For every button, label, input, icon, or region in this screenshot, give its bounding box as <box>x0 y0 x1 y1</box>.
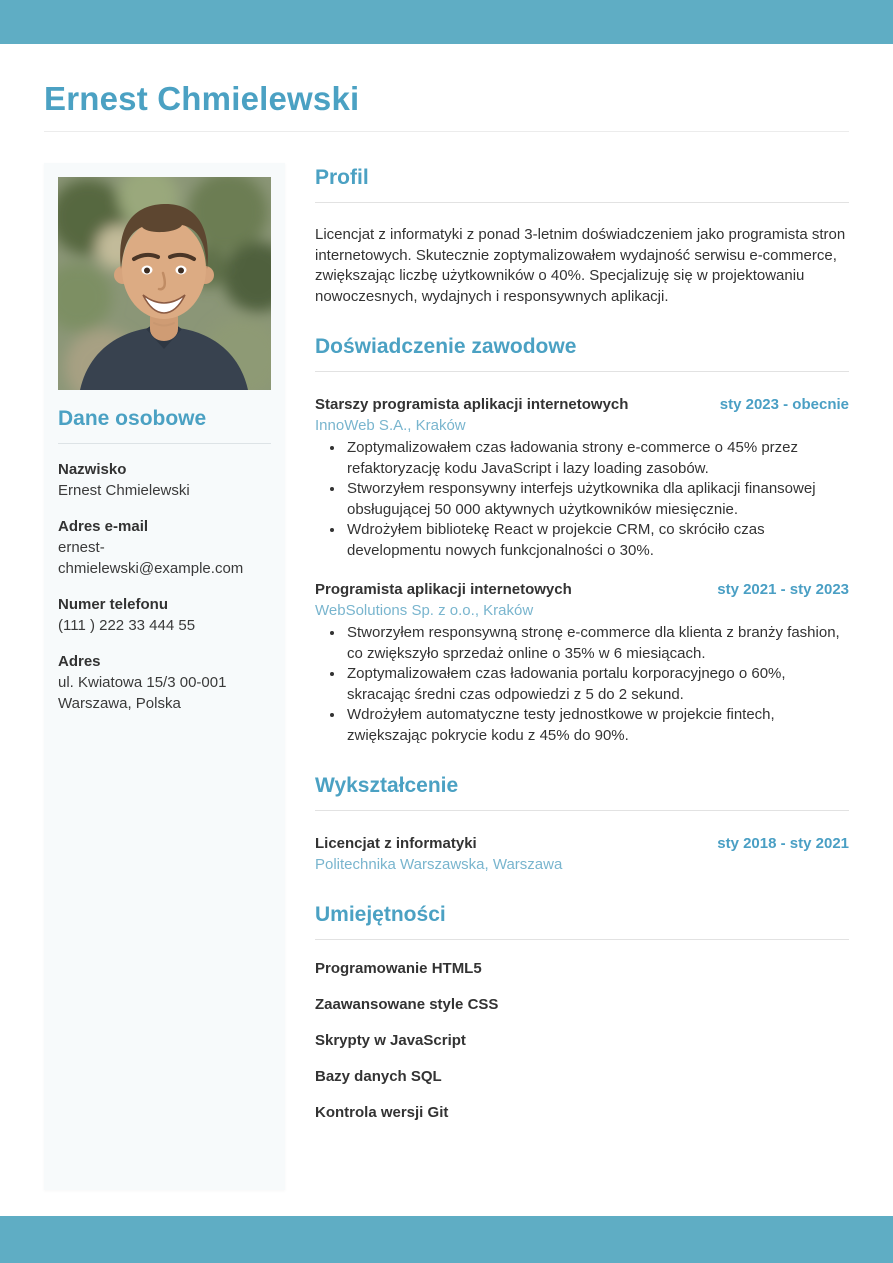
field-email <box>58 516 271 579</box>
job-header <box>315 394 849 415</box>
job-dates: sty 2023 - obecnie <box>719 396 849 413</box>
job-bullet-list <box>315 623 849 746</box>
job-role: Starszy programista aplikacji internetowych <box>315 396 629 413</box>
title-divider <box>44 131 849 132</box>
skill-item: Zaawansowane style CSS <box>315 996 499 1013</box>
section-divider <box>315 939 849 940</box>
field-value: (111 ) 222 33 444 55 <box>58 617 196 634</box>
page-title: Ernest Chmielewski <box>44 80 360 117</box>
top-accent-bar <box>0 0 893 44</box>
sidebar-section-title: Dane osobowe <box>58 407 207 430</box>
education-school: Politechnika Warszawska, Warszawa <box>315 856 563 873</box>
job-bullet: • Stworzyłem responsywną stronę e-commerce dla klienta z branży fashion, co zwiększyło sprzedaż online o 35% w 6 miesiącach. <box>345 623 849 664</box>
section-title-education: Wykształcenie <box>315 774 459 797</box>
job-entry <box>315 394 849 561</box>
section-title-skills: Umiejętności <box>315 903 446 926</box>
skills-list <box>315 961 849 1120</box>
field-label: Adres e-mail <box>58 518 149 535</box>
education-entry <box>315 833 849 875</box>
section-education <box>315 774 849 875</box>
section-title-profile: Profil <box>315 166 369 189</box>
section-skills <box>315 903 849 1120</box>
field-label: Nazwisko <box>58 461 127 478</box>
job-bullet-list <box>315 438 849 561</box>
job-bullet: • Zoptymalizowałem czas ładowania strony e-commerce o 45% przez refaktoryzację kodu JavaScript i lazy loading zasobów. <box>345 438 849 479</box>
field-address <box>58 651 271 714</box>
two-column-layout <box>44 163 849 1190</box>
job-header <box>315 579 849 600</box>
section-experience <box>315 335 849 746</box>
main-column <box>315 163 849 1120</box>
field-value: Ernest Chmielewski <box>58 482 190 499</box>
job-bullet: • Wdrożyłem automatyczne testy jednostkowe w projekcie fintech, zwiększając pokrycie kodu z 45% do 90%. <box>345 705 849 746</box>
job-role: Programista aplikacji internetowych <box>315 581 572 598</box>
skill-item: Programowanie HTML5 <box>315 960 482 977</box>
job-dates: sty 2021 - sty 2023 <box>717 581 849 598</box>
section-divider <box>315 202 849 203</box>
section-divider <box>315 371 849 372</box>
field-surname <box>58 459 271 501</box>
sidebar <box>44 163 285 1190</box>
field-label: Adres <box>58 653 101 670</box>
sidebar-divider <box>58 443 271 444</box>
field-value: ul. Kwiatowa 15/3 00-001 Warszawa, Polska <box>58 674 227 712</box>
bottom-accent-bar <box>0 1216 893 1263</box>
cv-content <box>0 80 893 1190</box>
section-profile <box>315 166 849 307</box>
job-bullet: • Wdrożyłem bibliotekę React w projekcie CRM, co skróciło czas developmentu nowych funkcjonalności o 30%. <box>345 520 849 561</box>
job-company: InnoWeb S.A., Kraków <box>315 417 466 434</box>
field-label: Numer telefonu <box>58 596 169 613</box>
skill-item: Kontrola wersji Git <box>315 1104 449 1121</box>
job-bullet: • Stworzyłem responsywny interfejs użytkownika dla aplikacji finansowej obsługującej 50 000 aktywnych użytkowników miesięcznie. <box>345 479 849 520</box>
job-entry <box>315 579 849 746</box>
skill-item: Skrypty w JavaScript <box>315 1032 466 1049</box>
education-dates: sty 2018 - sty 2021 <box>717 835 849 852</box>
job-company: WebSolutions Sp. z o.o., Kraków <box>315 602 534 619</box>
field-phone <box>58 594 271 636</box>
section-title-experience: Doświadczenie zawodowe <box>315 335 577 358</box>
profile-summary: Licencjat z informatyki z ponad 3-letnim doświadczeniem jako programista stron internetowych. Skutecznie zoptymalizowałem wydajność serwisu e-commerce, zwiększając liczbę użytkowników o 40%. Specjalizuję się w projektowaniu nowoczesnych, wydajnych i responsywnych aplikacji. <box>315 226 846 305</box>
field-value: ernest-chmielewski@example.com <box>58 539 244 577</box>
profile-photo <box>58 177 271 390</box>
section-divider <box>315 810 849 811</box>
education-degree: Licencjat z informatyki <box>315 835 477 852</box>
skill-item: Bazy danych SQL <box>315 1068 442 1085</box>
job-bullet: • Zoptymalizowałem czas ładowania portalu korporacyjnego o 60%, skracając średni czas odpowiedzi z 5 do 2 sekund. <box>345 664 849 705</box>
education-header <box>315 833 849 854</box>
